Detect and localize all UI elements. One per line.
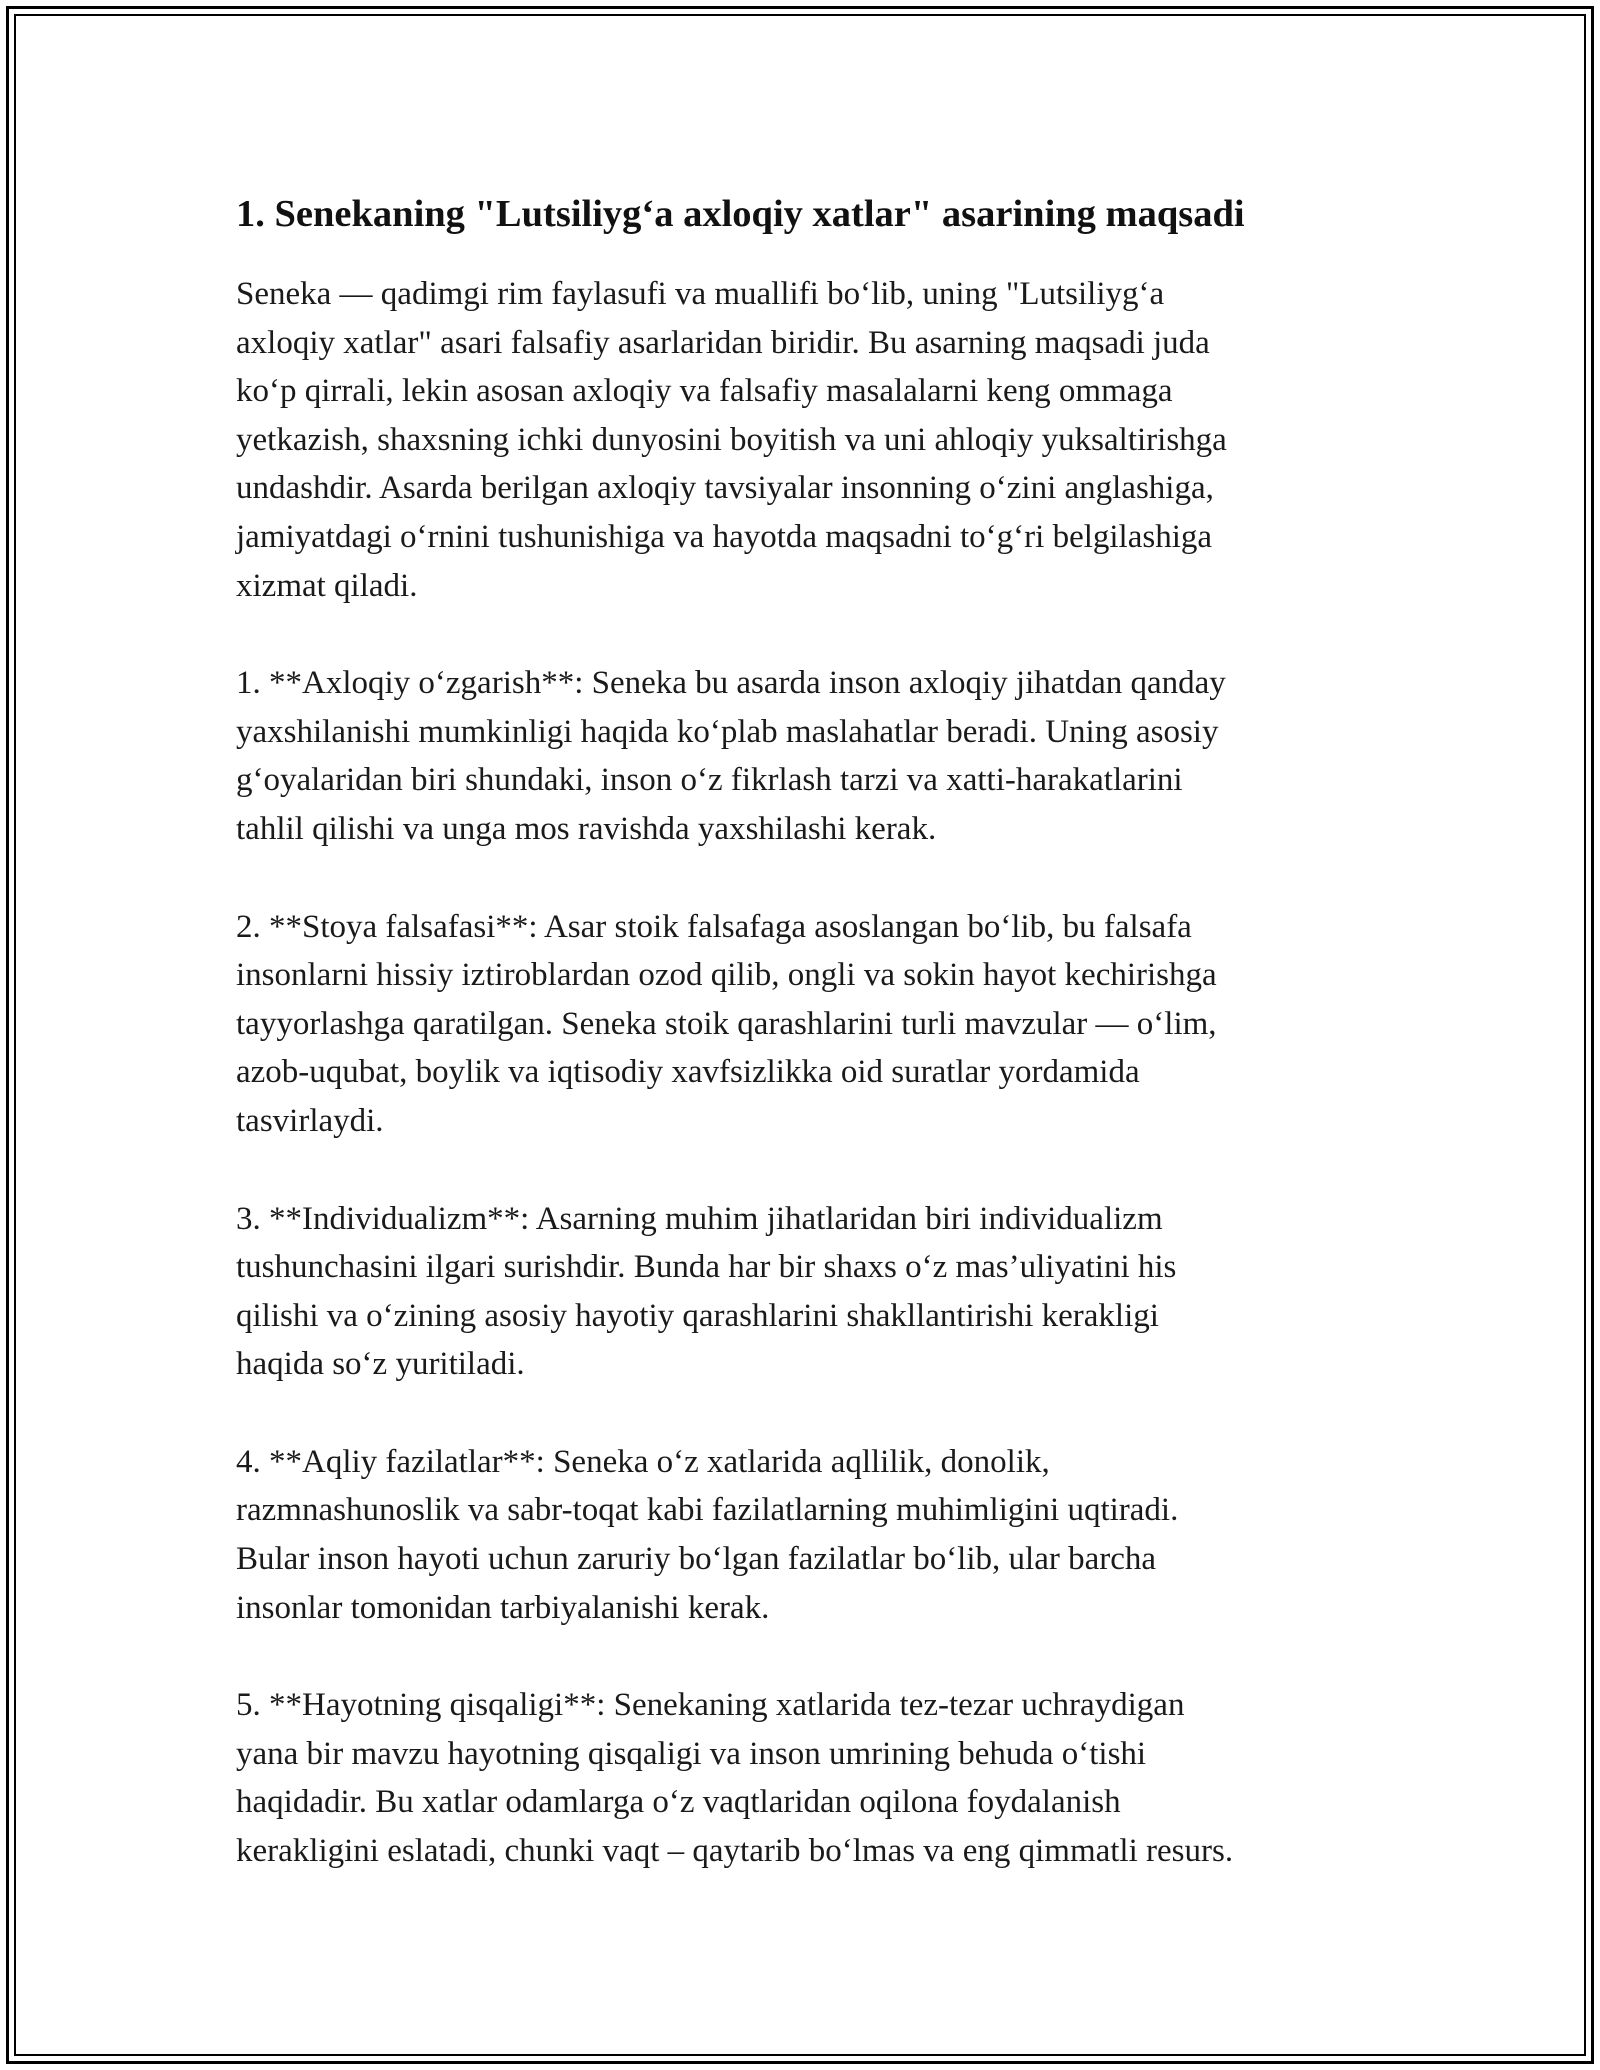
text-line: qilishi va o‘zining asosiy hayotiy qarashlarini shakllantirishi kerakligi [236, 1297, 1159, 1334]
point-1-paragraph [236, 659, 1366, 853]
point-3-paragraph [236, 1195, 1366, 1389]
text-line: kerakligini eslatadi, chunki vaqt – qaytarib bo‘lmas va eng qimmatli resurs. [236, 1833, 1234, 1870]
text-line: 2. **Stoya falsafasi**: Asar stoik falsafaga asoslangan bo‘lib, bu falsafa [236, 908, 1192, 945]
text-line: xizmat qiladi. [236, 567, 418, 604]
text-line: tasvirlaydi. [236, 1102, 384, 1139]
text-line: g‘oyalaridan biri shundaki, inson o‘z fikrlash tarzi va xatti-harakatlarini [236, 762, 1183, 799]
text-line: insonlarni hissiy iztiroblardan ozod qilib, ongli va sokin hayot kechirishga [236, 957, 1217, 994]
point-2-paragraph [236, 903, 1366, 1146]
text-line: haqidadir. Bu xatlar odamlarga o‘z vaqtlaridan oqilona foydalanish [236, 1784, 1121, 1821]
text-line: razmnashunoslik va sabr-toqat kabi fazilatlarning muhimligini uqtiradi. [236, 1492, 1179, 1529]
text-line: undashdir. Asarda berilgan axloqiy tavsiyalar insonning o‘zini anglashiga, [236, 470, 1214, 507]
text-line: yana bir mavzu hayotning qisqaligi va inson umrining behuda o‘tishi [236, 1735, 1147, 1772]
text-line: Seneka — qadimgi rim faylasufi va muallifi bo‘lib, uning "Lutsiliyg‘a [236, 276, 1165, 312]
text-line: 3. **Individualizm**: Asarning muhim jihatlaridan biri individualizm [236, 1200, 1163, 1237]
text-line: haqida so‘z yuritiladi. [236, 1346, 525, 1383]
text-line: tushunchasini ilgari surishdir. Bunda har bir shaxs o‘z mas’uliyatini his [236, 1249, 1177, 1286]
text-line: 5. **Hayotning qisqaligi**: Senekaning xatlarida tez-tezar uchraydigan [236, 1687, 1185, 1724]
text-line: tayyorlashga qaratilgan. Seneka stoik qarashlarini turli mavzular — o‘lim, [236, 1005, 1217, 1042]
point-4-paragraph [236, 1438, 1366, 1632]
text-line: axloqiy xatlar" asari falsafiy asarlaridan biridir. Bu asarning maqsadi juda [236, 324, 1210, 361]
text-line: 1. **Axloqiy o‘zgarish**: Seneka bu asarda inson axloqiy jihatdan qanday [236, 665, 1226, 702]
text-line: yaxshilanishi mumkinligi haqida ko‘plab maslahatlar beradi. Uning asosiy [236, 713, 1219, 750]
point-5-paragraph [236, 1681, 1366, 1875]
text-line: jamiyatdagi o‘rnini tushunishiga va hayotda maqsadni to‘g‘ri belgilashiga [236, 518, 1213, 555]
text-line: yetkazish, shaxsning ichki dunyosini boyitish va uni ahloqiy yuksaltirishga [236, 421, 1227, 458]
document-title: 1. Senekaning "Lutsiliyg‘a axloqiy xatlar" asarining maqsadi [236, 193, 1245, 235]
text-line: azob-uqubat, boylik va iqtisodiy xavfsizlikka oid suratlar yordamida [236, 1054, 1140, 1091]
text-line: ko‘p qirrali, lekin asosan axloqiy va falsafiy masalalarni keng ommaga [236, 373, 1173, 410]
document-page [236, 186, 1366, 1925]
text-line: Bular inson hayoti uchun zaruriy bo‘lgan fazilatlar bo‘lib, ular barcha [236, 1541, 1157, 1578]
text-line: 4. **Aqliy fazilatlar**: Seneka o‘z xatlarida aqllilik, donolik, [236, 1443, 1050, 1480]
intro-paragraph [236, 270, 1366, 610]
text-line: insonlar tomonidan tarbiyalanishi kerak. [236, 1589, 770, 1626]
text-line: tahlil qilishi va unga mos ravishda yaxshilashi kerak. [236, 810, 937, 847]
